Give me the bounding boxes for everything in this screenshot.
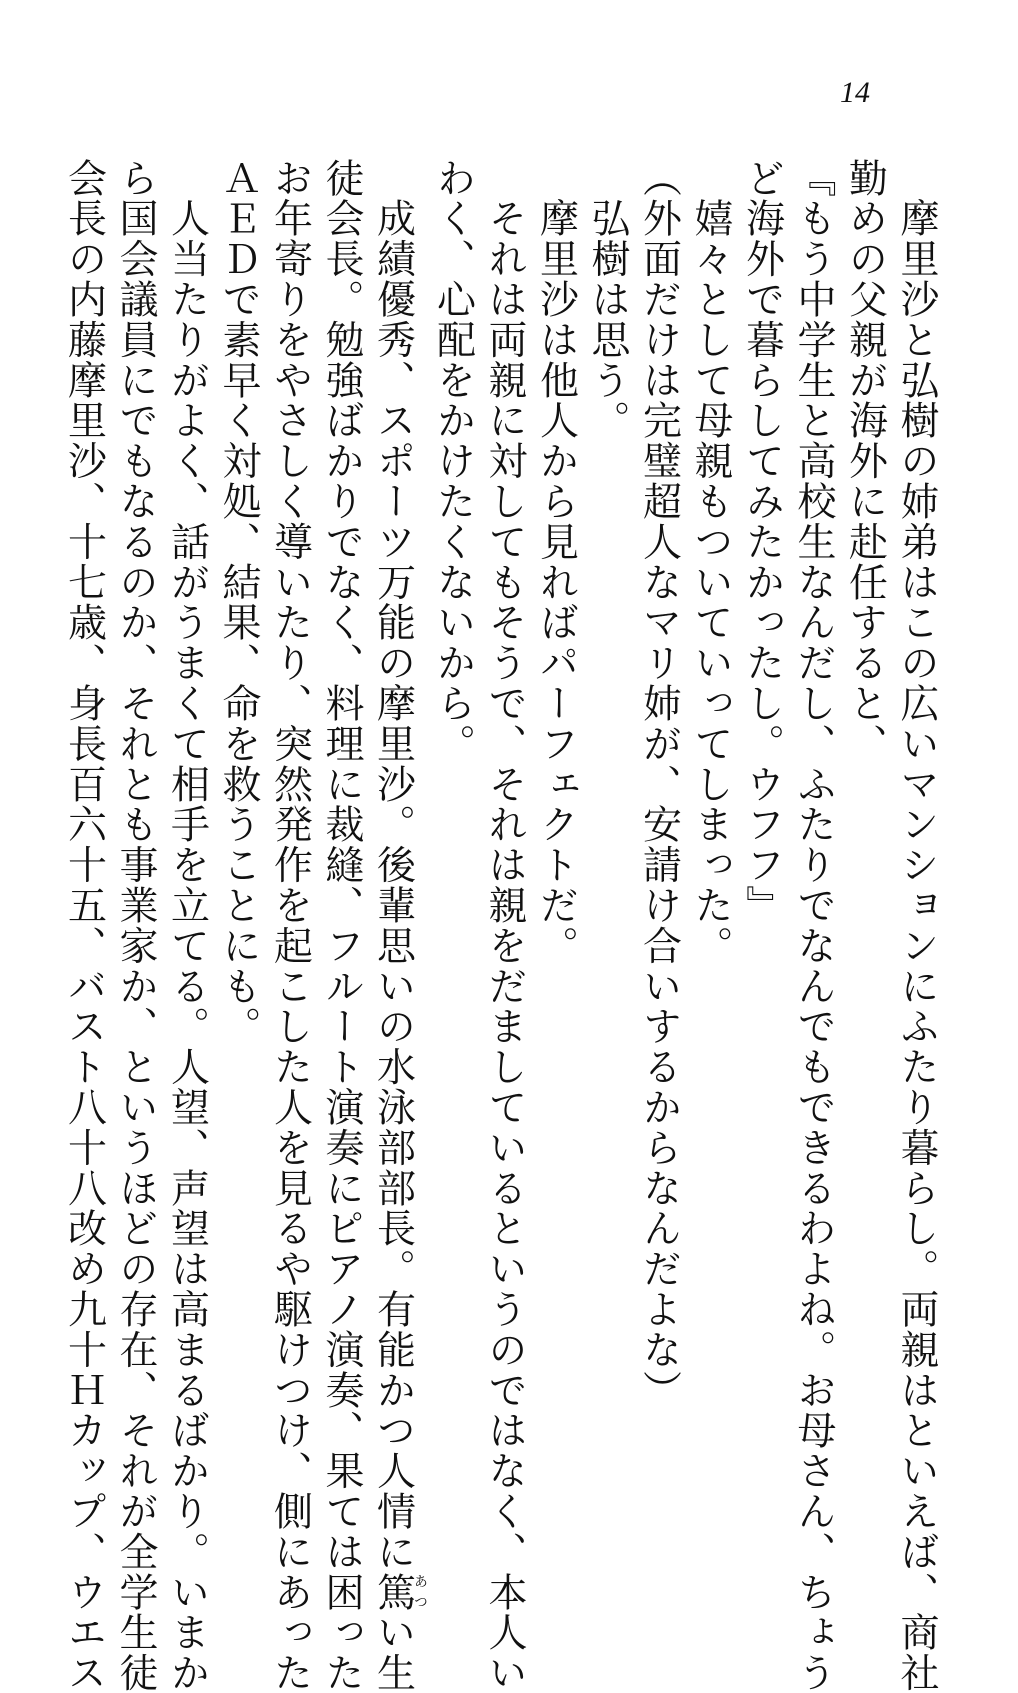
novel-text-body — [52, 158, 942, 1693]
text-line-main: 成績優秀、スポーツ万能の摩里沙。後輩思いの水泳部部長。有能かつ人情に — [370, 158, 416, 1572]
text-line: （外面だけは完璧超人なマリ姉が、安請け合いするからなんだよな） — [636, 158, 682, 1411]
ruby-reading: あつ — [412, 1572, 428, 1613]
text-line: 『もう中学生と高校生なんだし、ふたりでなんでもできるわよね。お母さん、ちょう — [791, 158, 836, 1693]
text-line: 会長の内藤摩里沙、十七歳、身長百六十五、バスト八十八改め九十Ｈカップ、ウエス — [61, 158, 107, 1693]
text-line: それは両親に対してもそうで、それは親をだましているというのではなく、本人い — [482, 158, 527, 1693]
text-line: ど海外で暮らしてみたかったし。ウフフ』 — [739, 158, 785, 926]
page-number: 14 — [840, 76, 870, 109]
text-line: 嬉々として母親もついていってしまった。 — [688, 158, 733, 966]
text-line: 勤めの父親が海外に赴任すると、 — [842, 158, 888, 764]
text-line-tail: い生 — [370, 1612, 416, 1693]
text-line: 徒会長。勉強ばかりでなく、料理に裁縫、フルート演奏にピアノ演奏、果ては困った — [319, 158, 364, 1693]
text-line: 摩里沙は他人から見ればパーフェクトだ。 — [533, 158, 579, 966]
text-line: 摩里沙と弘樹の姉弟はこの広いマンションにふたり暮らし。両親はといえば、商社 — [894, 158, 939, 1693]
text-line: 弘樹は思う。 — [585, 158, 630, 441]
text-line: わく、心配をかけたくないから。 — [430, 158, 476, 764]
ruby-annotation — [370, 1572, 428, 1613]
text-line: 人当たりがよく、話がうまくて相手を立てる。人望、声望は高まるばかり。いまか — [164, 158, 210, 1693]
text-line-with-ruby — [367, 158, 428, 1693]
ruby-base: 篤 — [370, 1572, 416, 1613]
text-line: お年寄りをやさしく導いたり、突然発作を起こした人を見るや駆けつけ、側にあった — [267, 158, 313, 1693]
text-line: ＡＥＤで素早く対処、結果、命を救うことにも。 — [216, 158, 261, 1047]
text-line: ら国会議員にでもなるのか、それとも事業家か、というほどの存在、それが全学生徒 — [113, 158, 158, 1693]
